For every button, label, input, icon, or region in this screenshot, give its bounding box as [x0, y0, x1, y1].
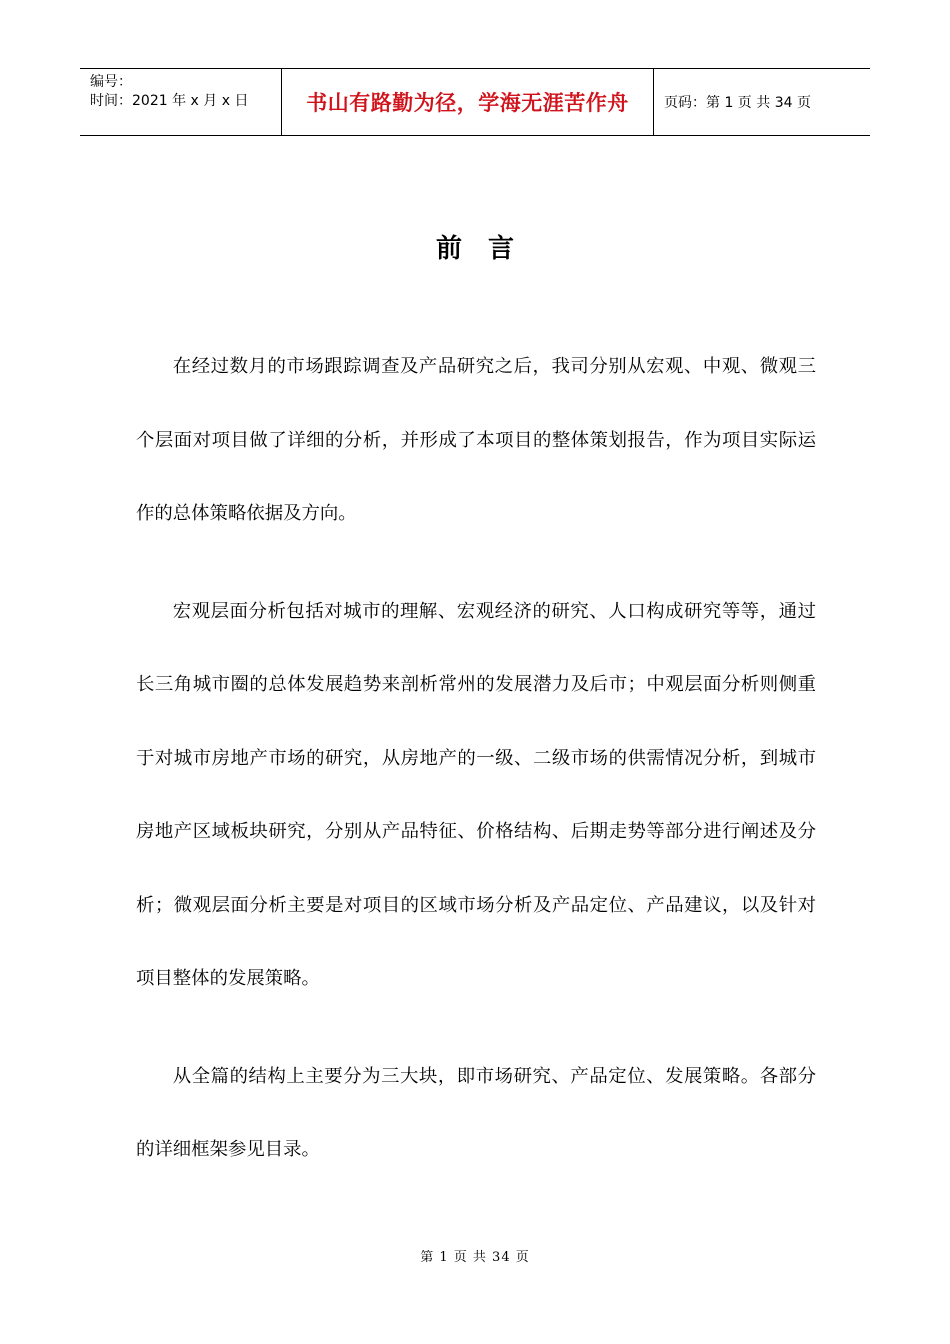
document-number-label: 编号： — [90, 74, 132, 90]
paragraph: 从全篇的结构上主要分为三大块，即市场研究、产品定位、发展策略。各部分的详细框架参见目录。 — [136, 1065, 816, 1160]
page-header — [80, 68, 870, 136]
page-footer: 第 1 页 共 34 页 — [420, 1250, 530, 1265]
header-meta — [80, 69, 281, 135]
page-title: 前言 — [435, 234, 540, 264]
paragraph: 在经过数月的市场跟踪调查及产品研究之后，我司分别从宏观、中观、微观三个层面对项目做了详细的分析，并形成了本项目的整体策划报告，作为项目实际运作的总体策略依据及方向。 — [136, 356, 816, 524]
document-date-label: 时间：2021 年 x 月 x 日 — [90, 93, 249, 109]
document-body — [136, 330, 816, 1187]
header-motto: 书山有路勤为径，学海无涯苦作舟 — [281, 69, 654, 135]
paragraph: 宏观层面分析包括对城市的理解、宏观经济的研究、人口构成研究等等，通过长三角城市圈的总体发展趋势来剖析常州的发展潜力及后市；中观层面分析则侧重于对城市房地产市场的研究，从房地产的一级、二级市场的供需情况分析，到城市房地产区域板块研究，分别从产品特征、价格结构、后期走势等部分进行阐述及分析；微观层面分析主要是对项目的区域市场分析及产品定位、产品建议，以及针对项目整体的发展策略。 — [136, 600, 816, 989]
header-page-info: 页码：第 1 页 共 34 页 — [664, 95, 811, 111]
